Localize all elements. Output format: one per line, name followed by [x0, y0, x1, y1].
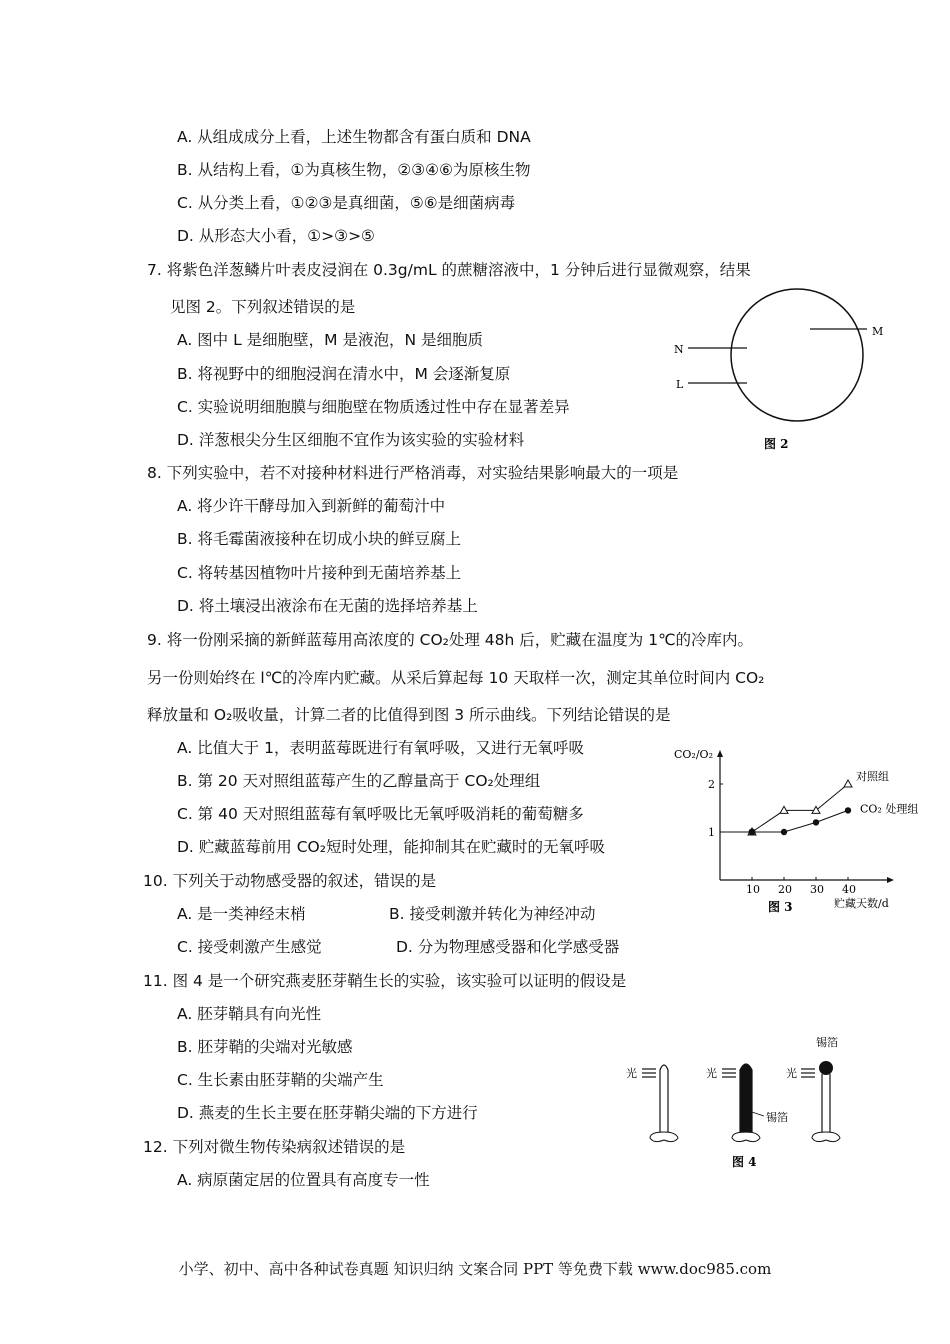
co2-point: [781, 829, 787, 835]
q11-option-b: B. 胚芽鞘的尖端对光敏感: [177, 1038, 353, 1056]
q7-stem-line2: 见图 2。下列叙述错误的是: [170, 298, 356, 316]
foil-label-2: 锡箔: [766, 1111, 788, 1124]
q7-option-b: B. 将视野中的细胞浸润在清水中，M 会逐渐复原: [177, 365, 511, 383]
q7-option-a: A. 图中 L 是细胞壁，M 是液泡，N 是细胞质: [177, 331, 483, 349]
q10-option-b: B. 接受刺激并转化为神经冲动: [389, 905, 596, 923]
figure-3-line-chart: [668, 742, 919, 918]
q12-option-a: A. 病原菌定居的位置具有高度专一性: [177, 1171, 430, 1189]
co2-point: [749, 829, 755, 835]
q9-stem-line1: 9. 将一份刚采摘的新鲜蓝莓用高浓度的 CO₂处理 48h 后，贮藏在温度为 1℃的冷库内。: [147, 631, 753, 649]
q8-stem: 8. 下列实验中，若不对接种材料进行严格消毒，对实验结果影响最大的一项是: [147, 464, 679, 482]
q11-option-c: C. 生长素由胚芽鞘的尖端产生: [177, 1071, 384, 1089]
q8-option-b: B. 将毛霉菌液接种在切成小块的鲜豆腐上: [177, 530, 461, 548]
label-n: N: [674, 343, 684, 356]
foil-label-3: 锡箔: [816, 1036, 838, 1049]
q10-stem: 10. 下列关于动物感受器的叙述，错误的是: [143, 872, 437, 890]
series-label-co2-treated: CO₂ 处理组: [860, 802, 919, 816]
q8-option-d: D. 将土壤浸出液涂布在无菌的选择培养基上: [177, 597, 478, 615]
q10-option-c: C. 接受刺激产生感觉: [177, 938, 322, 956]
q10-option-d: D. 分为物理感受器和化学感受器: [396, 938, 620, 956]
q6-option-b: B. 从结构上看，①为真核生物，②③④⑥为原核生物: [177, 161, 531, 179]
control-point: [844, 780, 852, 787]
cell-outline: [731, 289, 863, 421]
label-m: M: [872, 325, 884, 338]
q11-option-a: A. 胚芽鞘具有向光性: [177, 1005, 322, 1023]
x-tick-label: 30: [810, 883, 824, 896]
coleoptile-3: [786, 1035, 840, 1142]
figure-4-caption: 图 4: [732, 1155, 757, 1169]
light-label-2: 光: [706, 1067, 717, 1080]
q11-stem: 11. 图 4 是一个研究燕麦胚芽鞘生长的实验，该实验可以证明的假设是: [143, 972, 627, 990]
page-footer: 小学、初中、高中各种试卷真题 知识归纳 文案合同 PPT 等免费下载 www.doc985.com: [178, 1260, 772, 1278]
light-label-1: 光: [626, 1067, 637, 1080]
x-tick-label: 20: [778, 883, 792, 896]
figure-2-cell-diagram: [660, 298, 900, 458]
q6-option-d: D. 从形态大小看，①>③>⑤: [177, 227, 375, 245]
x-axis-arrow: [887, 877, 894, 883]
coleoptile-2: [706, 1064, 788, 1142]
foil-sleeve: [740, 1064, 752, 1132]
q8-option-a: A. 将少许干酵母加入到新鲜的葡萄汁中: [177, 497, 446, 515]
y-axis-arrow: [717, 750, 723, 757]
q9-stem-line3: 释放量和 O₂吸收量，计算二者的比值得到图 3 所示曲线。下列结论错误的是: [147, 706, 671, 724]
label-l: L: [676, 378, 684, 391]
co2-point: [813, 819, 819, 825]
x-axis-label: 贮藏天数/d: [834, 897, 889, 910]
foil-cap: [819, 1061, 833, 1075]
light-label-3: 光: [786, 1067, 797, 1080]
y-axis-label: CO₂/O₂: [674, 748, 713, 761]
q9-option-d: D. 贮藏蓝莓前用 CO₂短时处理，能抑制其在贮藏时的无氧呼吸: [177, 838, 605, 856]
q9-option-a: A. 比值大于 1，表明蓝莓既进行有氧呼吸，又进行无氧呼吸: [177, 739, 584, 757]
series-label-control: 对照组: [856, 770, 889, 783]
q10-option-a: A. 是一类神经末梢: [177, 905, 306, 923]
q9-option-c: C. 第 40 天对照组蓝莓有氧呼吸比无氧呼吸消耗的葡萄糖多: [177, 805, 584, 823]
coleoptile-1: [626, 1065, 678, 1142]
q11-option-d: D. 燕麦的生长主要在胚芽鞘尖端的下方进行: [177, 1104, 478, 1122]
q9-stem-line2: 另一份则始终在 l℃的冷库内贮藏。从采后算起每 10 天取样一次，测定其单位时间内 CO₂: [147, 669, 765, 687]
q7-option-c: C. 实验说明细胞膜与细胞壁在物质透过性中存在显著差异: [177, 398, 570, 416]
figure-4-coleoptile-diagram: [620, 1032, 860, 1174]
figure-3-caption: 图 3: [768, 900, 793, 914]
q6-option-c: C. 从分类上看，①②③是真细菌，⑤⑥是细菌病毒: [177, 194, 516, 212]
q7-option-d: D. 洋葱根尖分生区细胞不宜作为该实验的实验材料: [177, 431, 525, 449]
q7-stem-line1: 7. 将紫色洋葱鳞片叶表皮浸润在 0.3g/mL 的蔗糖溶液中，1 分钟后进行显微观察，结果: [147, 261, 751, 279]
q12-stem: 12. 下列对微生物传染病叙述错误的是: [143, 1138, 406, 1156]
y-tick-label: 1: [708, 826, 715, 839]
y-tick-label: 2: [708, 778, 715, 791]
x-tick-label: 40: [842, 883, 856, 896]
q9-option-b: B. 第 20 天对照组蓝莓产生的乙醇量高于 CO₂处理组: [177, 772, 541, 790]
figure-2-caption: 图 2: [764, 437, 789, 451]
q8-option-c: C. 将转基因植物叶片接种到无菌培养基上: [177, 564, 462, 582]
q6-option-a: A. 从组成成分上看，上述生物都含有蛋白质和 DNA: [177, 128, 531, 146]
co2-point: [845, 807, 851, 813]
x-tick-label: 10: [746, 883, 760, 896]
